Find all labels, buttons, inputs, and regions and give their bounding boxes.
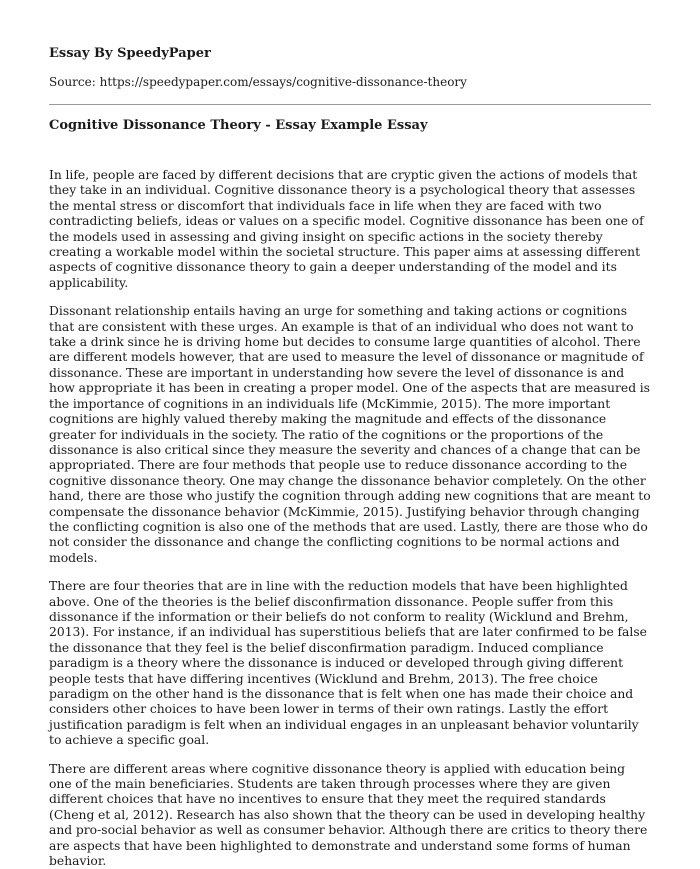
paragraph: There are different areas where cognitive dissonance theory is applied with education being one of the main beneficiaries. Students are taken through processes where they are given different choices that have no incentives to ensure that they meet the required standards (Cheng et al, 2012). Research has also shown that the theory can be used in developing healthy and pro-social behavior as well as consumer behavior. Although there are critics to theory there are aspects that have been highlighted to demonstrate and understand some forms of human behavior. — [49, 761, 648, 869]
paragraph: Dissonant relationship entails having an urge for something and taking actions or cognitions that are consistent with these urges. An example is that of an individual who does not want to take a drink since he is driving home but decides to consume large quantities of alcohol. There are different models however, that are used to measure the level of dissonance or magnitude of dissonance. These are important in understanding how severe the level of dissonance is and how appropriate it has been in creating a proper model. One of the aspects that are measured is the importance of cognitions in an individuals life (McKimmie, 2015). The more important cognitions are highly valued thereby making the magnitude and effects of the dissonance greater for individuals in the society. The ratio of the cognitions or the proportions of the dissonance is also critical since they measure the severity and chances of a change that can be appropriated. There are four methods that people use to reduce dissonance according to the cognitive dissonance theory. One may change the dissonance behavior completely. On the other hand, there are those who justify the cognition through adding new cognitions that are meant to compensate the dissonance behavior (McKimmie, 2015). Justifying behavior through changing the conflicting cognition is also one of the methods that are used. Lastly, there are those who do not consider the dissonance and change the conflicting cognitions to be normal actions and models. — [49, 304, 651, 565]
paragraph: In life, people are faced by different decisions that are cryptic given the actions of models that they take in an individual. Cognitive dissonance theory is a psychological theory that assesses the mental stress or discomfort that individuals face in life when they are faced with two contradicting beliefs, ideas or values on a specific model. Cognitive dissonance has been one of the models used in assessing and giving insight on specific actions in the society thereby creating a workable model within the societal structure. This paper aims at assessing different aspects of cognitive dissonance theory to gain a deeper understanding of the model and its applicability. — [49, 168, 644, 290]
site-title: Essay By SpeedyPaper — [49, 46, 211, 61]
paragraph: There are four theories that are in line with the reduction models that have been highlighted above. One of the theories is the belief disconfirmation dissonance. People suffer from this dissonance if the information or their beliefs do not conform to reality (Wicklund and Brehm, 2013). For instance, if an individual has superstitious beliefs that are later confirmed to be false the dissonance that they feel is the belief disconfirmation paradigm. Induced compliance paradigm is a theory where the dissonance is induced or developed through giving different people tests that have differing incentives (Wicklund and Brehm, 2013). The free choice paradigm on the other hand is the dissonance that is felt when one has made their choice and considers other choices to have been lower in terms of their own ratings. Lastly the effort justification paradigm is felt when an individual engages in an unpleasant behavior voluntarily to achieve a specific goal. — [49, 579, 647, 748]
source-line: Source: https://speedypaper.com/essays/cognitive-dissonance-theory — [49, 75, 467, 89]
divider — [49, 104, 651, 105]
essay-title: Cognitive Dissonance Theory - Essay Example Essay — [49, 118, 428, 133]
